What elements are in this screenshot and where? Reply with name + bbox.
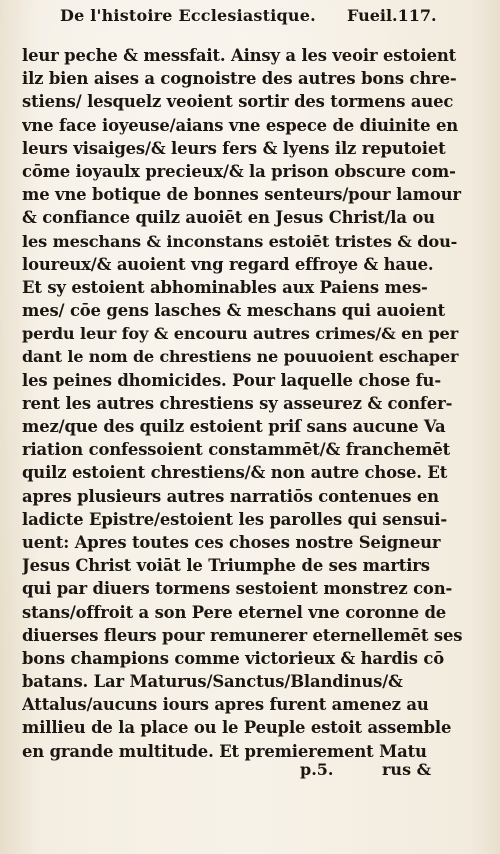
text-line: stans/offroit a son Pere eternel vne coronne de (22, 602, 447, 622)
text-line: apres plusieurs autres narratiōs contenues en (22, 486, 439, 506)
signature-mark: p.5. (300, 760, 334, 779)
text-line: perdu leur foy & encouru autres crimes/& en per (22, 324, 459, 344)
text-line: bons champions comme victorieux & hardis cō (22, 648, 444, 668)
text-line: diuerses fleurs pour remunerer eternellemēt ses (22, 625, 462, 645)
text-line: uent: Apres toutes ces choses nostre Seigneur (22, 532, 441, 552)
text-line: les peines dhomicides. Pour laquelle chose fu- (22, 370, 441, 390)
text-line: quilz estoient chrestiens/& non autre chose. Et (22, 463, 448, 483)
text-line: ladicte Epistre/estoient les parolles qui sensui- (22, 509, 448, 529)
text-line: dant le nom de chrestiens ne pouuoient eschaper (22, 347, 459, 367)
text-line: mez/que des quilz estoient priſ sans aucune Va (22, 417, 446, 436)
text-line: batans. Lar Maturus/Sanctus/Blandinus/& (22, 672, 403, 692)
text-line: rent les autres chrestiens sy asseurez & confer- (22, 393, 453, 413)
text-line: riation confessoient constammēt/& franchemēt (22, 440, 451, 460)
body-text (22, 44, 462, 763)
text-line: les meschans & inconstans estoiēt tristes & dou- (22, 231, 458, 251)
text-line: vne face ioyeuse/aians vne espece de diuinite en (22, 115, 459, 135)
text-line: leurs visaiges/& leurs fers & lyens ilz reputoiet (22, 138, 446, 158)
text-line: millieu de la place ou le Peuple estoit assemble (22, 718, 452, 738)
text-line: Attalus/aucuns iours apres furent amenez au (22, 695, 429, 715)
text-line: stiens/ lesquelz veoient sortir des tormens auec (22, 92, 454, 112)
text-line: qui par diuers tormens sestoient monstrez con- (22, 579, 453, 599)
text-line: Jesus Christ voiāt le Triumphe de ses martirs (22, 556, 430, 576)
catchword: rus & (382, 760, 432, 779)
text-line: en grande multitude. Et premierement Matu (22, 741, 427, 761)
running-title: De l'histoire Ecclesiastique. (60, 6, 316, 25)
text-line: loureux/& auoient vng regard effroye & haue. (22, 254, 434, 274)
text-line: cōme ioyaulx precieux/& la prison obscure com- (22, 161, 456, 181)
text-line: mes/ cōe gens lasches & meschans qui auoient (22, 301, 446, 321)
text-line: ilz bien aises a cognoistre des autres bons chre- (22, 69, 457, 89)
text-line: & confiance quilz auoiēt en Jesus Christ/la ou (22, 208, 435, 228)
text-line: leur peche & messfait. Ainsy a les veoir estoient (22, 46, 457, 65)
text-line: me vne botique de bonnes senteurs/pour lamour (22, 185, 461, 205)
folio-number: Fueil.117. (347, 6, 437, 25)
text-line: Et sy estoient abhominables aux Paiens mes- (22, 277, 428, 297)
